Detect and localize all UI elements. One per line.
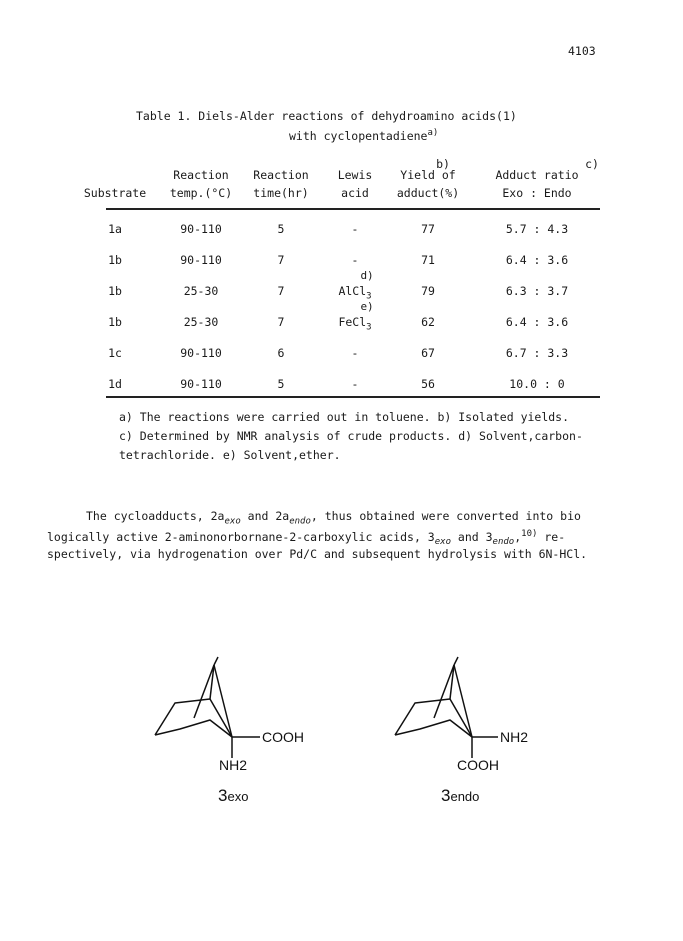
paragraph-text: and 2a — [240, 509, 290, 523]
paragraph-text: The cycloadducts, 2a — [86, 509, 225, 523]
table-bottom-rule — [106, 396, 600, 398]
cell-yield: 77 — [421, 222, 435, 236]
cell-yield: 71 — [421, 253, 435, 267]
exo-compound-label — [218, 786, 248, 806]
header-yield-note: b) — [436, 157, 450, 171]
cell-time: 7 — [277, 284, 285, 298]
paragraph-text: , — [514, 529, 522, 544]
cell-temp: 90-110 — [180, 222, 222, 236]
header-substrate: Substrate — [83, 186, 147, 200]
table-caption-footnote-mark: a) — [427, 128, 439, 138]
cell-time: 7 — [277, 315, 285, 329]
cell-temp: 90-110 — [180, 346, 222, 360]
lewis-acid-subscript: 3 — [366, 291, 372, 302]
cell-ratio: 6.4 : 3.6 — [505, 253, 569, 267]
subscript-endo: endo — [492, 537, 515, 548]
cell-lewis — [338, 300, 374, 333]
lewis-acid-footnote-mark: d) — [360, 269, 374, 282]
paragraph-text: and 3 — [451, 529, 493, 544]
table-footnote-3: tetrachloride. e) Solvent,ether. — [119, 448, 341, 462]
cell-substrate: 1d — [108, 377, 122, 391]
paragraph-line-3: spectively, via hydrogenation over Pd/C and subsequent hydrolysis with 6N-HCl. — [47, 547, 588, 561]
endo-cooh-label: COOH — [457, 757, 499, 773]
compound-subscript: endo — [450, 789, 480, 804]
header-time-line1: Reaction — [253, 168, 309, 182]
cell-substrate: 1b — [108, 253, 122, 267]
cell-temp: 90-110 — [180, 377, 222, 391]
cell-substrate: 1c — [108, 346, 122, 360]
exo-nh2-label: NH2 — [219, 757, 248, 773]
cell-temp: 25-30 — [183, 284, 219, 298]
lewis-acid-subscript: 3 — [366, 322, 372, 333]
cell-lewis: - — [351, 377, 359, 391]
structure-3endo — [390, 655, 570, 815]
exo-cooh-label: COOH — [262, 729, 304, 745]
header-yield-line2: adduct(%) — [396, 186, 460, 200]
bond — [454, 657, 458, 665]
cell-substrate: 1a — [108, 222, 122, 236]
compound-number: 3 — [441, 786, 451, 805]
cell-time: 5 — [277, 222, 285, 236]
page-number: 4103 — [568, 44, 596, 58]
header-ratio-line2: Exo : Endo — [502, 186, 572, 200]
cell-lewis: - — [351, 253, 359, 267]
cell-lewis: - — [351, 222, 359, 236]
header-lewis-line2: acid — [341, 186, 369, 200]
cell-yield: 56 — [421, 377, 435, 391]
endo-compound-label — [441, 786, 479, 806]
paragraph-line-2 — [47, 529, 565, 547]
cell-time: 5 — [277, 377, 285, 391]
cell-yield: 79 — [421, 284, 435, 298]
bond — [454, 665, 472, 737]
lewis-acid-formula: FeCl — [338, 315, 367, 329]
subscript-exo: exo — [224, 516, 241, 527]
compound-subscript: exo — [227, 789, 249, 804]
cell-ratio: 6.7 : 3.3 — [505, 346, 569, 360]
cell-temp: 90-110 — [180, 253, 222, 267]
cell-ratio: 5.7 : 4.3 — [505, 222, 569, 236]
compound-number: 3 — [218, 786, 228, 805]
cell-substrate: 1b — [108, 284, 122, 298]
lewis-acid-formula: AlCl — [338, 284, 367, 298]
cell-ratio: 6.4 : 3.6 — [505, 315, 569, 329]
header-ratio-line1: Adduct ratio — [495, 168, 579, 182]
header-temp-line1: Reaction — [173, 168, 229, 182]
table-caption-line2-text: with cyclopentadiene — [289, 128, 428, 143]
reference-mark: 10) — [521, 529, 538, 539]
header-ratio-note: c) — [585, 157, 599, 171]
table-caption-line2 — [289, 128, 438, 143]
ring-bonds — [395, 699, 472, 737]
cell-time: 6 — [277, 346, 285, 360]
cell-lewis — [338, 269, 374, 302]
cell-temp: 25-30 — [183, 315, 219, 329]
cell-yield: 62 — [421, 315, 435, 329]
cell-ratio: 6.3 : 3.7 — [505, 284, 569, 298]
paragraph-line-1 — [86, 509, 581, 526]
table-caption-line1: Table 1. Diels-Alder reactions of dehydroamino acids(1) — [136, 109, 517, 123]
bond — [214, 657, 218, 665]
paragraph-text: re- — [537, 529, 566, 544]
cell-ratio: 10.0 : 0 — [509, 377, 565, 391]
header-lewis-line1: Lewis — [337, 168, 373, 182]
ring-bonds — [155, 699, 232, 737]
header-time-line2: time(hr) — [253, 186, 309, 200]
subscript-exo: exo — [434, 537, 451, 548]
subscript-endo: endo — [289, 516, 311, 527]
table-footnote-2: c) Determined by NMR analysis of crude products. d) Solvent,carbon- — [119, 429, 583, 443]
bond — [214, 665, 232, 737]
cell-yield: 67 — [421, 346, 435, 360]
header-yield-line1: Yield of — [400, 168, 456, 182]
table-top-rule — [106, 208, 600, 210]
paragraph-text: logically active 2-aminonorbornane-2-carboxylic acids, 3 — [47, 529, 435, 544]
lewis-acid-footnote-mark: e) — [360, 300, 374, 313]
cell-substrate: 1b — [108, 315, 122, 329]
paragraph-text: , thus obtained were converted into bio — [310, 509, 581, 523]
cell-time: 7 — [277, 253, 285, 267]
header-temp-line2: temp.(°C) — [169, 186, 233, 200]
endo-nh2-label: NH2 — [500, 729, 529, 745]
cell-lewis: - — [351, 346, 359, 360]
table-footnote-1: a) The reactions were carried out in toluene. b) Isolated yields. — [119, 410, 570, 424]
